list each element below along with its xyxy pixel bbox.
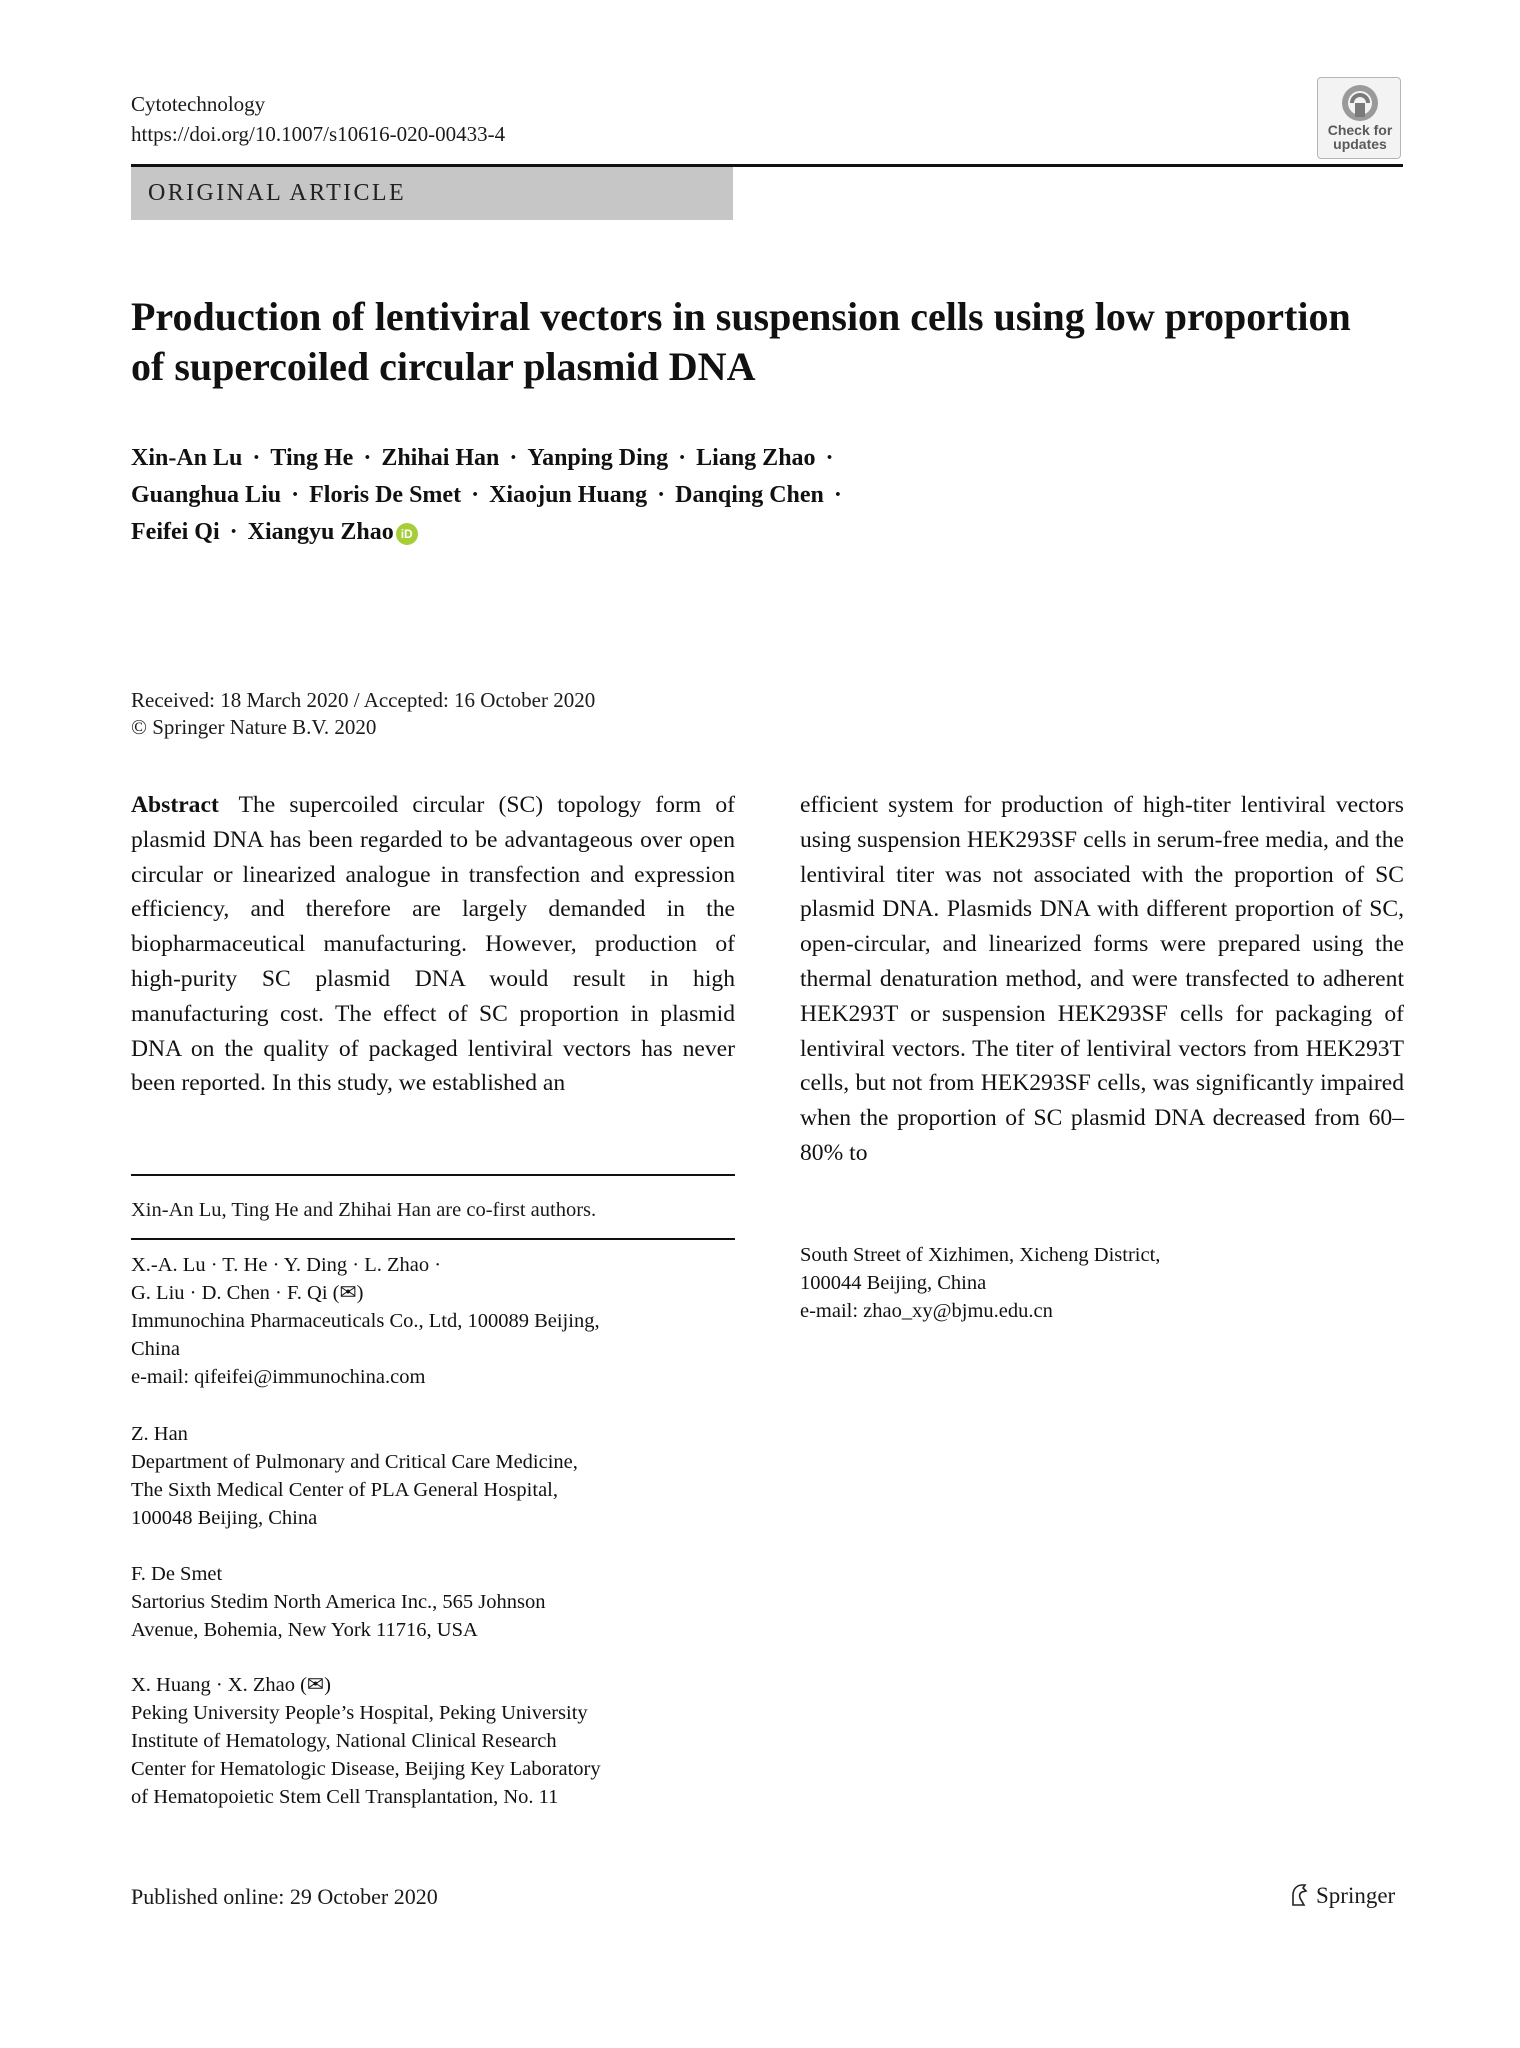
author-name[interactable]: Danqing Chen — [675, 482, 824, 508]
check-for-updates-label: Check for updates — [1327, 122, 1393, 152]
author-separator: · — [229, 519, 238, 545]
author-separator: · — [291, 482, 300, 508]
copyright-notice: © Springer Nature B.V. 2020 — [131, 715, 377, 739]
abstract-heading: Abstract — [131, 792, 219, 818]
author-separator: · — [509, 445, 518, 471]
publisher-name: Springer — [1316, 1883, 1396, 1908]
author-separator: · — [825, 445, 834, 471]
author-name[interactable]: Xiangyu Zhao — [247, 519, 394, 545]
author-separator: · — [833, 482, 842, 508]
author-name[interactable]: Liang Zhao — [696, 445, 816, 471]
check-for-updates-icon — [1338, 83, 1382, 123]
author-separator: · — [471, 482, 480, 508]
author-name[interactable]: Xiaojun Huang — [489, 482, 648, 508]
author-list — [131, 440, 1231, 551]
orcid-icon[interactable]: iD — [396, 523, 418, 545]
author-name[interactable]: Floris De Smet — [309, 482, 462, 508]
author-name[interactable]: Guanghua Liu — [131, 482, 282, 508]
affiliation-rule — [131, 1238, 735, 1240]
published-online-date: Published online: 29 October 2020 — [131, 1884, 438, 1909]
affiliation-peking-university: X. Huang · X. Zhao (✉) Peking University People’s Hospital, Peking University Institute of Hematology, National Clinical Research Center for Hematologic Disease, Beijing Key Laboratory of Hematopoietic Stem Cell Transplantation, No. 11 — [131, 1674, 601, 1808]
article-title: Production of lentiviral vectors in suspension cells using low proportion of supercoiled circular plasmid DNA — [131, 294, 1351, 389]
check-for-updates-badge[interactable] — [1317, 77, 1401, 159]
abstract-right-column: efficient system for production of high-titer lentiviral vectors using suspension HEK293SF cells in serum-free media, and the lentiviral titer was not associated with the proportion of SC plasmid DNA. Plasmids DNA with different proportion of SC, open-circular, and linearized forms were prepared using the thermal denaturation method, and were transfected to adherent HEK293T or suspension HEK293SF cells for packaging of lentiviral vectors. The titer of lentiviral vectors from HEK293T cells, but not from HEK293SF cells, was significantly impaired when the proportion of SC plasmid DNA decreased from 60–80% to — [800, 792, 1404, 1166]
co-first-authors-note: Xin-An Lu, Ting He and Zhihai Han are co-first authors. — [131, 1199, 597, 1221]
author-line-3 — [131, 514, 1231, 551]
affiliation-sartorius: F. De Smet Sartorius Stedim North America Inc., 565 Johnson Avenue, Bohemia, New York 11716, USA — [131, 1563, 546, 1641]
author-line-2 — [131, 477, 1231, 514]
springer-horse-icon — [1288, 1883, 1310, 1907]
author-name[interactable]: Ting He — [270, 445, 354, 471]
author-line-1 — [131, 440, 1231, 477]
author-separator: · — [678, 445, 687, 471]
author-name[interactable]: Xin-An Lu — [131, 445, 243, 471]
author-name[interactable]: Feifei Qi — [131, 519, 220, 545]
abstract-text-left: The supercoiled circular (SC) topology form of plasmid DNA has been regarded to be advantageous over open circular or linearized analogue in transfection and expression efficiency, and therefore are largely demanded in the biopharmaceutical manufacturing. However, production of high-purity SC plasmid DNA would result in high manufacturing cost. The effect of SC proportion in plasmid DNA on the quality of packaged lentiviral vectors has never been reported. In this study, we established an — [131, 792, 735, 1097]
author-name[interactable]: Yanping Ding — [527, 445, 669, 471]
affiliation-immunochina: X.-A. Lu · T. He · Y. Ding · L. Zhao · G. Liu · D. Chen · F. Qi (✉) Immunochina Pharmaceuticals Co., Ltd, 100089 Beijing, China e-mail: qifeifei@immunochina.com — [131, 1254, 600, 1388]
doi-link[interactable]: https://doi.org/10.1007/s10616-020-00433-4 — [131, 122, 506, 146]
author-name[interactable]: Zhihai Han — [381, 445, 500, 471]
received-accepted-dates: Received: 18 March 2020 / Accepted: 16 October 2020 — [131, 688, 596, 712]
journal-name: Cytotechnology — [131, 92, 266, 116]
author-separator: · — [363, 445, 372, 471]
footnote-rule — [131, 1174, 735, 1176]
affiliation-pla-hospital: Z. Han Department of Pulmonary and Critical Care Medicine, The Sixth Medical Center of PLA General Hospital, 100048 Beijing, China — [131, 1423, 578, 1529]
author-separator: · — [252, 445, 261, 471]
affiliation-peking-university-continued: South Street of Xizhimen, Xicheng District, 100044 Beijing, China e-mail: zhao_xy@bjmu.edu.cn — [800, 1244, 1161, 1322]
author-separator: · — [657, 482, 666, 508]
article-type: ORIGINAL ARTICLE — [148, 180, 407, 206]
abstract-left-column — [131, 788, 735, 1101]
publisher-logo — [1288, 1881, 1395, 1911]
